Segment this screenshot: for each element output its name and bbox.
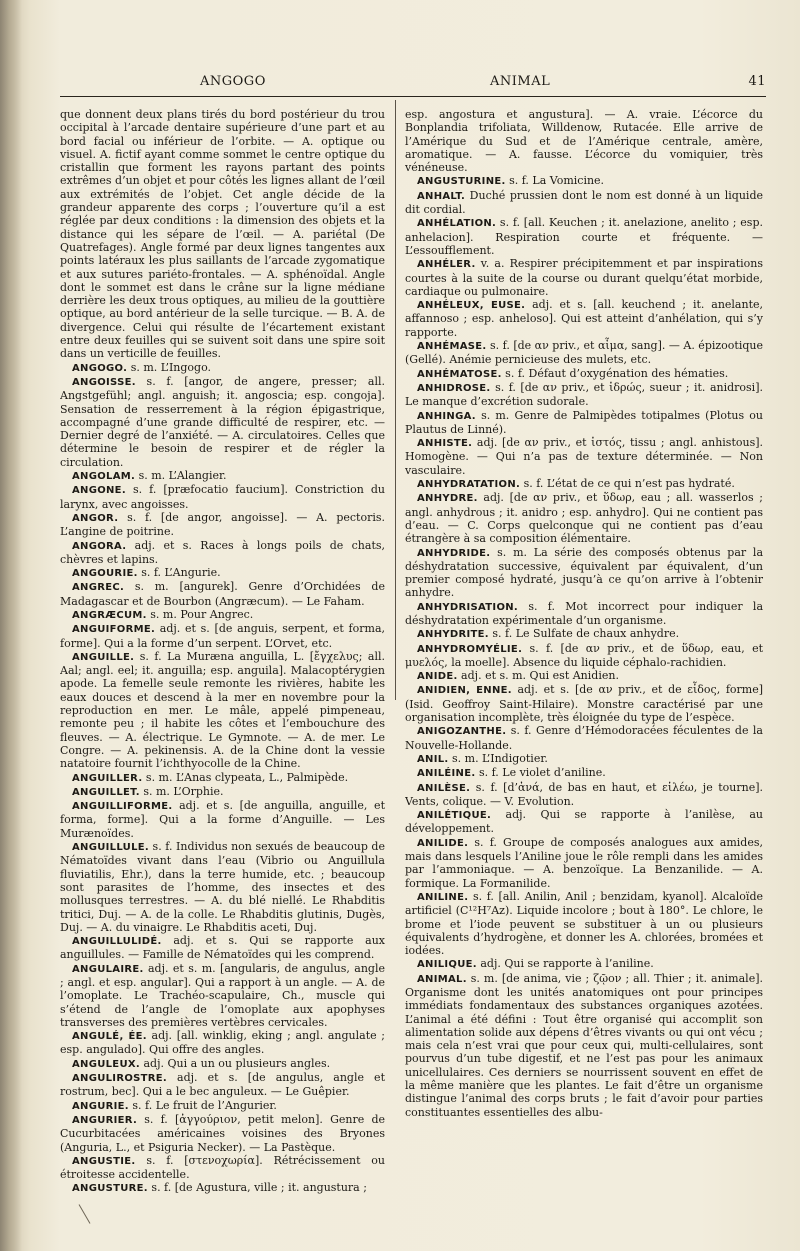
headword: ANHÉMASE. (417, 341, 487, 353)
entry-paragraph: ANGREC. s. m. [angurek]. Genre d’Orchidées de Madagascar et de Bourbon (Angræcum). — Le Faham. (60, 580, 385, 608)
entry-paragraph: ANGUILLET. s. m. L’Orphie. (72, 784, 224, 798)
entry-paragraph: ANIDIEN, ENNE. adj. et s. [de αν priv., et de εἶδος, forme] (Isid. Geoffroy Saint-Hilaire). Monstre caractérisé par une organisation incomplète, très éloignée du type de l’espèce. (405, 683, 763, 725)
headword: ANGUILLET. (72, 786, 140, 798)
column-divider (395, 100, 396, 700)
entry-paragraph: ANGUSTURE. s. f. [de Agustura, ville ; it. angustura ; (72, 1181, 367, 1195)
headword: ANGOGO. (72, 362, 128, 374)
headword: ANILÈSE. (417, 782, 471, 794)
entry-paragraph: ANGUILLIFORME. adj. et s. [de anguilla, anguille, et forma, forme]. Qui a la forme d’Anguille. — Les Murænoïdes. (60, 799, 385, 840)
entry-paragraph: ANHYDRISATION. s. f. Mot incorrect pour indiquer la déshydratation expérimentale d’un organisme. (405, 599, 763, 627)
entry-paragraph: ANHÉMATOSE. s. f. Défaut d’oxygénation des hématies. (417, 366, 729, 380)
headword: ANHÉMATOSE. (417, 368, 502, 380)
entry-paragraph: que donnent deux plans tirés du bord postérieur du trou occipital à l’arcade dentaire supérieure d’une part et au bord facial ou inférieur de l’orbite. — A. optique ou visuel. A. fictif ayant comme sommet le centre optique du cristallin que forment les rayons partant des points extrêmes d’un objet et pour côtés les lignes allant de l’œil aux extrémités de l’objet. Cet angle décide de la grandeur apparente des corps ; l’ouverture qu’il a est réglée par deux conditions : la dimension des objets et la distance qui les sépare de l’œil. — A. pariétal (De Quatrefages). Angle formé par deux lignes tangentes aux points latéraux les plus saillants de l’arcade zygomatique et aux sutures pariéto-frontales. — A. sphénoïdal. Angle dont le sommet est dans le crâne sur la ligne médiane derrière les deux trous optiques, au milieu de la gouttière optique, au bord antérieur de la selle turcique. — B. A. de divergence. Celui qui résulte de l’écartement existant entre deux feuilles qui se suivent soit dans une spire soit dans un verticille de feuilles. (60, 108, 385, 361)
entry-paragraph: ANGOLAM. s. m. L’Alangier. (72, 469, 227, 483)
headword: ANGUSTURE. (72, 1183, 148, 1195)
entry-paragraph: ANGULÉ, ÉE. adj. [all. winklig, eking ; angl. angulate ; esp. angulado]. Qui offre des angles. (60, 1029, 385, 1057)
headword: ANGURIER. (72, 1114, 138, 1126)
headword: ANHÉLATION. (417, 218, 497, 230)
headword: ANGULÉ, ÉE. (72, 1031, 147, 1043)
headword: ANHALT. (417, 190, 466, 202)
entry-paragraph: ANILIDE. s. f. Groupe de composés analogues aux amides, mais dans lesquels l’Aniline joue le rôle rempli dans les amides par l’ammoniaque. — A. benzoïque. La Benzanilide. — A. formique. La Formanilide. (405, 835, 763, 890)
entry-paragraph: ANHÉLER. v. a. Respirer précipitemment et par inspirations courtes à la suite de la course ou durant quelqu’état morbide, cardiaque ou pulmonaire. (405, 257, 763, 298)
entry-paragraph: ANGUILLER. s. m. L’Anas clypeata, L., Palmipède. (72, 770, 349, 784)
headword: ANHYDROMYÉLIE. (417, 643, 523, 655)
headword: ANIMAL. (417, 973, 467, 985)
entry-paragraph: ANHYDRE. adj. [de αν priv., et ὕδωρ, eau ; all. wasserlos ; angl. anhydrous ; it. anidro ; esp. anhydro]. Qui ne contient pas d’eau. — C. Corps quelconque qui ne contient pas d’eau étrangère à sa composition élémentaire. (405, 491, 763, 546)
headword: ANGULIROSTRE. (72, 1073, 167, 1085)
entry-paragraph: ANHIDROSE. s. f. [de αν priv., et ἱδρώς, sueur ; it. anidrosi]. Le manque d’excrétion sudorale. (405, 380, 763, 409)
entry-paragraph: ANHÉLEUX, EUSE. adj. et s. [all. keuchend ; it. anelante, affannoso ; esp. anheloso]. Qui est atteint d’anhélation, qui s’y rapporte. (405, 298, 763, 339)
entry-paragraph: ANHISTE. adj. [de αν priv., et ἱστός, tissu ; angl. anhistous]. Homogène. — Qui n’a pas de texture déterminée. — Non vasculaire. (405, 436, 763, 477)
headword: ANGORA. (72, 540, 127, 552)
headword: ANGOURIE. (72, 568, 138, 580)
headword: ANGUILLIFORME. (72, 801, 173, 813)
entry-paragraph: ANHALT. Duché prussien dont le nom est donné à un liquide dit cordial. (405, 188, 763, 217)
headword: ANHYDRITE. (417, 629, 489, 641)
headword: ANHINGA. (417, 410, 476, 422)
entry-paragraph: ANGUSTIE. s. f. [στενοχωρία]. Rétrécissement ou étroitesse accidentelle. (60, 1153, 385, 1182)
headword: ANGUSTIE. (72, 1155, 136, 1167)
entry-paragraph: ANHÉLATION. s. f. [all. Keuchen ; it. anelazione, anelito ; esp. anhelacion]. Respiration courte et fréquente. — L’essoufflement. (405, 216, 763, 257)
left-column (60, 108, 385, 1238)
entry-paragraph: ANGONE. s. f. [præfocatio faucium]. Constriction du larynx, avec angoisses. (60, 483, 385, 511)
entry-paragraph: ANGURIE. s. f. Le fruit de l’Angurier. (72, 1098, 277, 1112)
entry-paragraph: ANIMAL. s. m. [de anima, vie ; ζῷον ; all. Thier ; it. animale]. Organisme dont les unités anatomiques ont pour principes immédiats fondamentaux des substances organiques azotées. L’animal a été défini : Tout être organisé qui accomplit son alimentation solide aux dépens d’êtres vivants ou qui ont vécu ; mais cela n’est vrai que pour ceux qui, multi-cellulaires, sont pourvus d’un tube digestif, et ne l’est pas pour les animaux unicellulaires. Ces derniers se nourrissent souvent en effet de la même manière que les plantes. Le fait d’être un organisme distingue l’animal des corps bruts ; le fait d’avoir pour parties constituantes essentielles des albu- (405, 971, 763, 1119)
entry-paragraph: ANHYDRITE. s. f. Le Sulfate de chaux anhydre. (417, 627, 680, 641)
entry-paragraph: ANHYDRIDE. s. m. La série des composés obtenus par la déshydratation successive, équivalent par équivalent, d’un premier composé hydraté, jusqu’à ce qu’on arrive à l’obtenir anhydre. (405, 545, 763, 600)
headword: ANIL. (417, 753, 449, 765)
entry-paragraph: ANILIQUE. adj. Qui se rapporte à l’aniline. (417, 957, 654, 971)
headword: ANGUILLULE. (72, 842, 149, 854)
headword: ANGUILLER. (72, 772, 143, 784)
headword: ANGOLAM. (72, 471, 136, 483)
header-rule (60, 96, 766, 97)
headword: ANHYDRIDE. (417, 547, 491, 559)
entry-paragraph: ANGOISSE. s. f. [angor, de angere, presser; all. Angstgefühl; angl. anguish; it. angoscia; esp. congoja]. Sensation de resserrement à la région épigastrique, accompagné d’une grande difficulté de respirer, etc. — Dernier degré de l’anxiété. — A. circulatoires. Celles que détermine le besoin de respirer et de régler la circulation. (60, 374, 385, 469)
entry-paragraph: ANIL. s. m. L’Indigotier. (417, 751, 548, 765)
headword: ANGONE. (72, 485, 126, 497)
headword: ANGULEUX. (72, 1058, 140, 1070)
headword: ANHYDRISATION. (417, 601, 519, 613)
entry-paragraph: ANGURIER. s. f. [ἀγγούριον, petit melon]. Genre de Cucurbitacées américaines voisines des Bryones (Anguria, L., et Psiguria Necker). — La Pastèque. (60, 1112, 385, 1154)
headword: ANGULAIRE. (72, 963, 144, 975)
entry-paragraph: ANIDE. adj. et s. m. Qui est Anidien. (417, 669, 619, 683)
headword: ANIDE. (417, 671, 458, 683)
entry-paragraph: ANGOGO. s. m. L’Ingogo. (72, 360, 212, 374)
page-number: 41 (748, 74, 766, 89)
right-column (405, 108, 763, 1238)
entry-paragraph: ANGORA. adj. et s. Races à longs poils de chats, chèvres et lapins. (60, 538, 385, 566)
running-header (60, 74, 766, 94)
headword: ANILÉINE. (417, 768, 476, 780)
headword: ANGOISSE. (72, 376, 136, 388)
headword: ANGOR. (72, 512, 119, 524)
headword: ANHYDRATATION. (417, 479, 521, 491)
book-spine-shadow (0, 0, 22, 1251)
entry-paragraph: ANGULAIRE. adj. et s. m. [angularis, de angulus, angle ; angl. et esp. angular]. Qui a rapport à un angle. — A. de l’omoplate. Le Trachéo-scapulaire, Ch., muscle qui s’étend de l’angle de l’omoplate aux apophyses transverses des premières vertèbres cervicales. (60, 961, 385, 1029)
entry-paragraph: ANHÉMASE. s. f. [de αν priv., et αἷμα, sang]. — A. épizootique (Gellé). Anémie pernicieuse des mulets, etc. (405, 339, 763, 367)
headword: ANHYDRE. (417, 493, 478, 505)
headword: ANIDIEN, ENNE. (417, 685, 512, 697)
entry-paragraph: ANGOURIE. s. f. L’Angurie. (72, 566, 221, 580)
headword: ANHÉLER. (417, 259, 476, 271)
headword: ANGRÆCUM. (72, 609, 147, 621)
entry-paragraph: ANILINE. s. f. [all. Anilin, Anil ; benzidam, kyanol]. Alcaloïde artificiel (C¹²H⁷Az). Liquide incolore ; bout à 180°. Le chlore, le brome et l’iode peuvent se substituer à un ou plusieurs équivalents d’hydrogène, et donner les A. chlorées, bromées et iodées. (405, 889, 763, 958)
header-right-word: ANIMAL (490, 74, 551, 89)
headword: ANILÉTIQUE. (417, 810, 492, 822)
headword: ANGUIFORME. (72, 624, 156, 636)
headword: ANILINE. (417, 891, 469, 903)
entry-paragraph: ANHINGA. s. m. Genre de Palmipèdes totipalmes (Plotus ou Plautus de Linné). (405, 408, 763, 436)
headword: ANGURIE. (72, 1100, 129, 1112)
entry-paragraph: ANGUILLULIDÉ. adj. et s. Qui se rapporte aux anguillules. — Famille de Nématoïdes qui les comprend. (60, 934, 385, 962)
headword: ANGREC. (72, 582, 125, 594)
entry-paragraph: ANIGOZANTHE. s. f. Genre d’Hémodoracées féculentes de la Nouvelle-Hollande. (405, 724, 763, 752)
entry-paragraph: ANILÈSE. s. f. [d’ἀνά, de bas en haut, et εἱλέω, je tourne]. Vents, colique. — V. Evolution. (405, 780, 763, 808)
entry-paragraph: ANHYDROMYÉLIE. s. f. [de αν priv., et de ὕδωρ, eau, et μυελός, la moelle]. Absence du liquide céphalo-rachidien. (405, 641, 763, 669)
entry-paragraph: ANGRÆCUM. s. m. Pour Angrec. (72, 607, 254, 621)
headword: ANGUILLULIDÉ. (72, 936, 162, 948)
entry-paragraph: ANILÉTIQUE. adj. Qui se rapporte à l’anilèse, au développement. (405, 808, 763, 836)
headword: ANGUILLE. (72, 651, 135, 663)
entry-paragraph: ANHYDRATATION. s. f. L’état de ce qui n’est pas hydraté. (417, 477, 735, 491)
headword: ANILIDE. (417, 837, 469, 849)
headword: ANGUSTURINE. (417, 176, 506, 188)
entry-paragraph: ANILÉINE. s. f. Le violet d’aniline. (417, 766, 606, 780)
entry-paragraph: ANGUILLULE. s. f. Individus non sexués de beaucoup de Nématoïdes vivant dans l’eau (Vibrio ou Anguillula fluviatilis, Ehr.), dans la terre humide, etc. ; beaucoup sont parasites de l’homme, des insectes et des mollusques terrestres. — A. du blé niellé. Le Rhabditis tritici, Duj. — A. de la colle. Le Rhabditis glutinis, Dugès, Duj. — A. du vinaigre. Le Rhabditis aceti, Duj. (60, 840, 385, 934)
entry-paragraph: ANGUIFORME. adj. et s. [de anguis, serpent, et forma, forme]. Qui a la forme d’un serpent. L’Orvet, etc. (60, 622, 385, 650)
headword: ANHISTE. (417, 438, 473, 450)
entry-paragraph: ANGOR. s. f. [de angor, angoisse]. — A. pectoris. L’angine de poitrine. (60, 510, 385, 539)
headword: ANHÉLEUX, EUSE. (417, 300, 526, 312)
entry-paragraph: ANGULEUX. adj. Qui a un ou plusieurs angles. (72, 1056, 331, 1070)
headword: ANIGOZANTHE. (417, 726, 507, 738)
entry-paragraph: ANGUSTURINE. s. f. La Vomicine. (417, 174, 605, 188)
headword: ANHIDROSE. (417, 382, 491, 394)
headword: ANILIQUE. (417, 959, 477, 971)
entry-paragraph: ANGULIROSTRE. adj. et s. [de angulus, angle et rostrum, bec]. Qui a le bec anguleux. — Le Guêpier. (60, 1071, 385, 1099)
entry-paragraph: ANGUILLE. s. f. La Muræna anguilla, L. [ἔγχελυς; all. Aal; angl. eel; it. anguilla; esp. anguila]. Malacoptérygien apode. La femelle seule remonte les rivières, habite les eaux douces et descend à la mer en novembre pour la reproduction en mer. Le mâle, appelé pimpeneau, remonte peu ; il habite les côtes et l’embouchure des fleuves. — A. électrique. Le Gymnote. — A. de mer. Le Congre. — A. pekinensis. A. de la Chine dont la vessie natatoire fournit l’ichthyocolle de la Chine. (60, 649, 385, 771)
header-left-word: ANGOGO (200, 74, 266, 89)
entry-paragraph: esp. angostura et angustura]. — A. vraie. L’écorce du Bonplandia trifoliata, Willdenow, Rutacée. Elle arrive de l’Amérique du Sud et de l’Amérique centrale, amère, aromatique. — A. fausse. L’écorce du vomiquier, très vénéneuse. (405, 108, 763, 175)
